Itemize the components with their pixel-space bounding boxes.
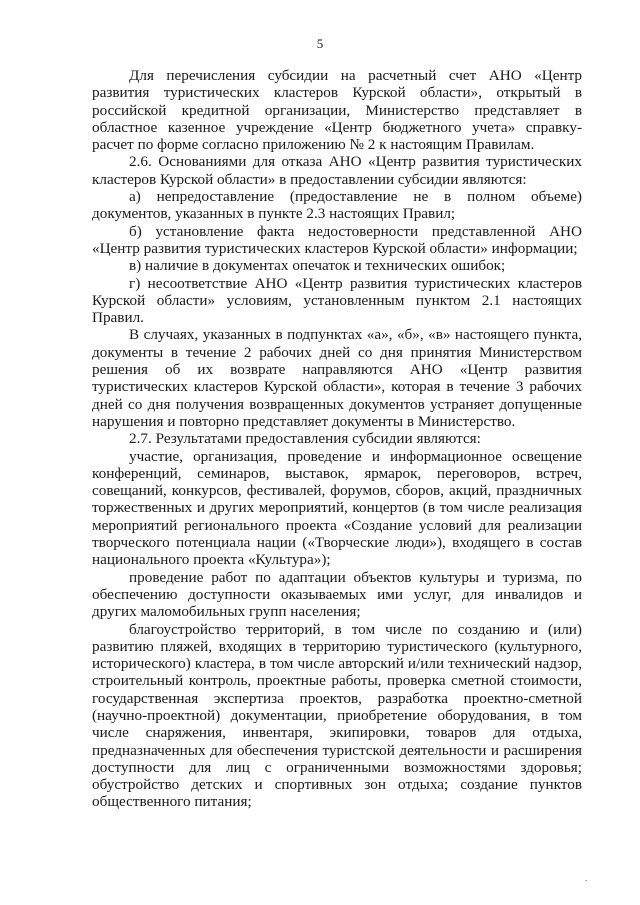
paragraph-2-7-heading: 2.7. Результатами предоставления субсидии являются: — [129, 430, 481, 448]
paragraph-result-adaptation: проведение работ по адаптации объектов культуры и туризма, по обеспечению доступности оказываемых ими услуг, для инвалидов и других маломобильных групп населения; — [92, 568, 582, 621]
paragraph-return-of-documents: В случаях, указанных в подпунктах «а», «б», «в» настоящего пункта, документы в течение 2 рабочих дней со дня принятия Министерством решения об их возврате направляются АНО «Центр развития туристических кластеров Курской области», которая в течение 3 рабочих дней со дня получения возвращенных документов устраняет допущенные нарушения и повторно представляет документы в Министерство. — [92, 326, 582, 430]
paragraph-2-6-heading: 2.6. Основаниями для отказа АНО «Центр развития туристических кластеров Курской области» в предоставлении субсидии являются: — [92, 153, 582, 188]
paragraph-result-improvement: благоустройство территорий, в том числе по созданию и (или) развитию пляжей, входящих в территорию туристического (культурного, исторического) кластера, в том числе авторский и/или технический надзор, строительный контроль, проектные работы, проверка сметной стоимости, государственная экспертиза проектов, разработка проектно-сметной (научно-проектной) документации, приобретение оборудования, в том числе снаряжения, инвентаря, экипировки, товаров для отдыха, предназначенных для обеспечения туристской деятельности и расширения доступности для лиц с ограниченными возможностями здоровья; обустройство детских и спортивных зон отдыха; создание пунктов общественного питания; — [92, 620, 582, 811]
paragraph-2-6-a: а) непредоставление (предоставление не в полном объеме) документов, указанных в пункте 2.3 настоящих Правил; — [92, 188, 582, 223]
document-body — [92, 67, 582, 811]
scan-mark: . — [585, 873, 588, 883]
paragraph-subsidy-transfer: Для перечисления субсидии на расчетный счет АНО «Центр развития туристических кластеров Курской области», открытый в российской кредитной организации, Министерство представляет в областное казенное учреждение «Центр бюджетного учета» справку-расчет по форме согласно приложению № 2 к настоящим Правилам. — [92, 67, 582, 154]
paragraph-2-6-g: г) несоответствие АНО «Центр развития туристических кластеров Курской области» условиям, установленным пунктом 2.1 настоящих Правил. — [92, 274, 582, 327]
paragraph-2-6-v: в) наличие в документах опечаток и технических ошибок; — [129, 257, 506, 275]
page-number: 5 — [316, 36, 324, 51]
paragraph-2-6-b: б) установление факта недостоверности представленной АНО «Центр развития туристических кластеров Курской области» информации; — [92, 222, 582, 257]
paragraph-result-events: участие, организация, проведение и информационное освещение конференций, семинаров, выставок, ярмарок, переговоров, встреч, совещаний, конкурсов, фестивалей, форумов, сборов, акций, праздничных торжественных и других мероприятий, концертов (в том числе реализация мероприятий регионального проекта «Создание условий для реализации творческого потенциала нации («Творческие люди»), входящего в состав национального проекта «Культура»); — [92, 447, 582, 569]
